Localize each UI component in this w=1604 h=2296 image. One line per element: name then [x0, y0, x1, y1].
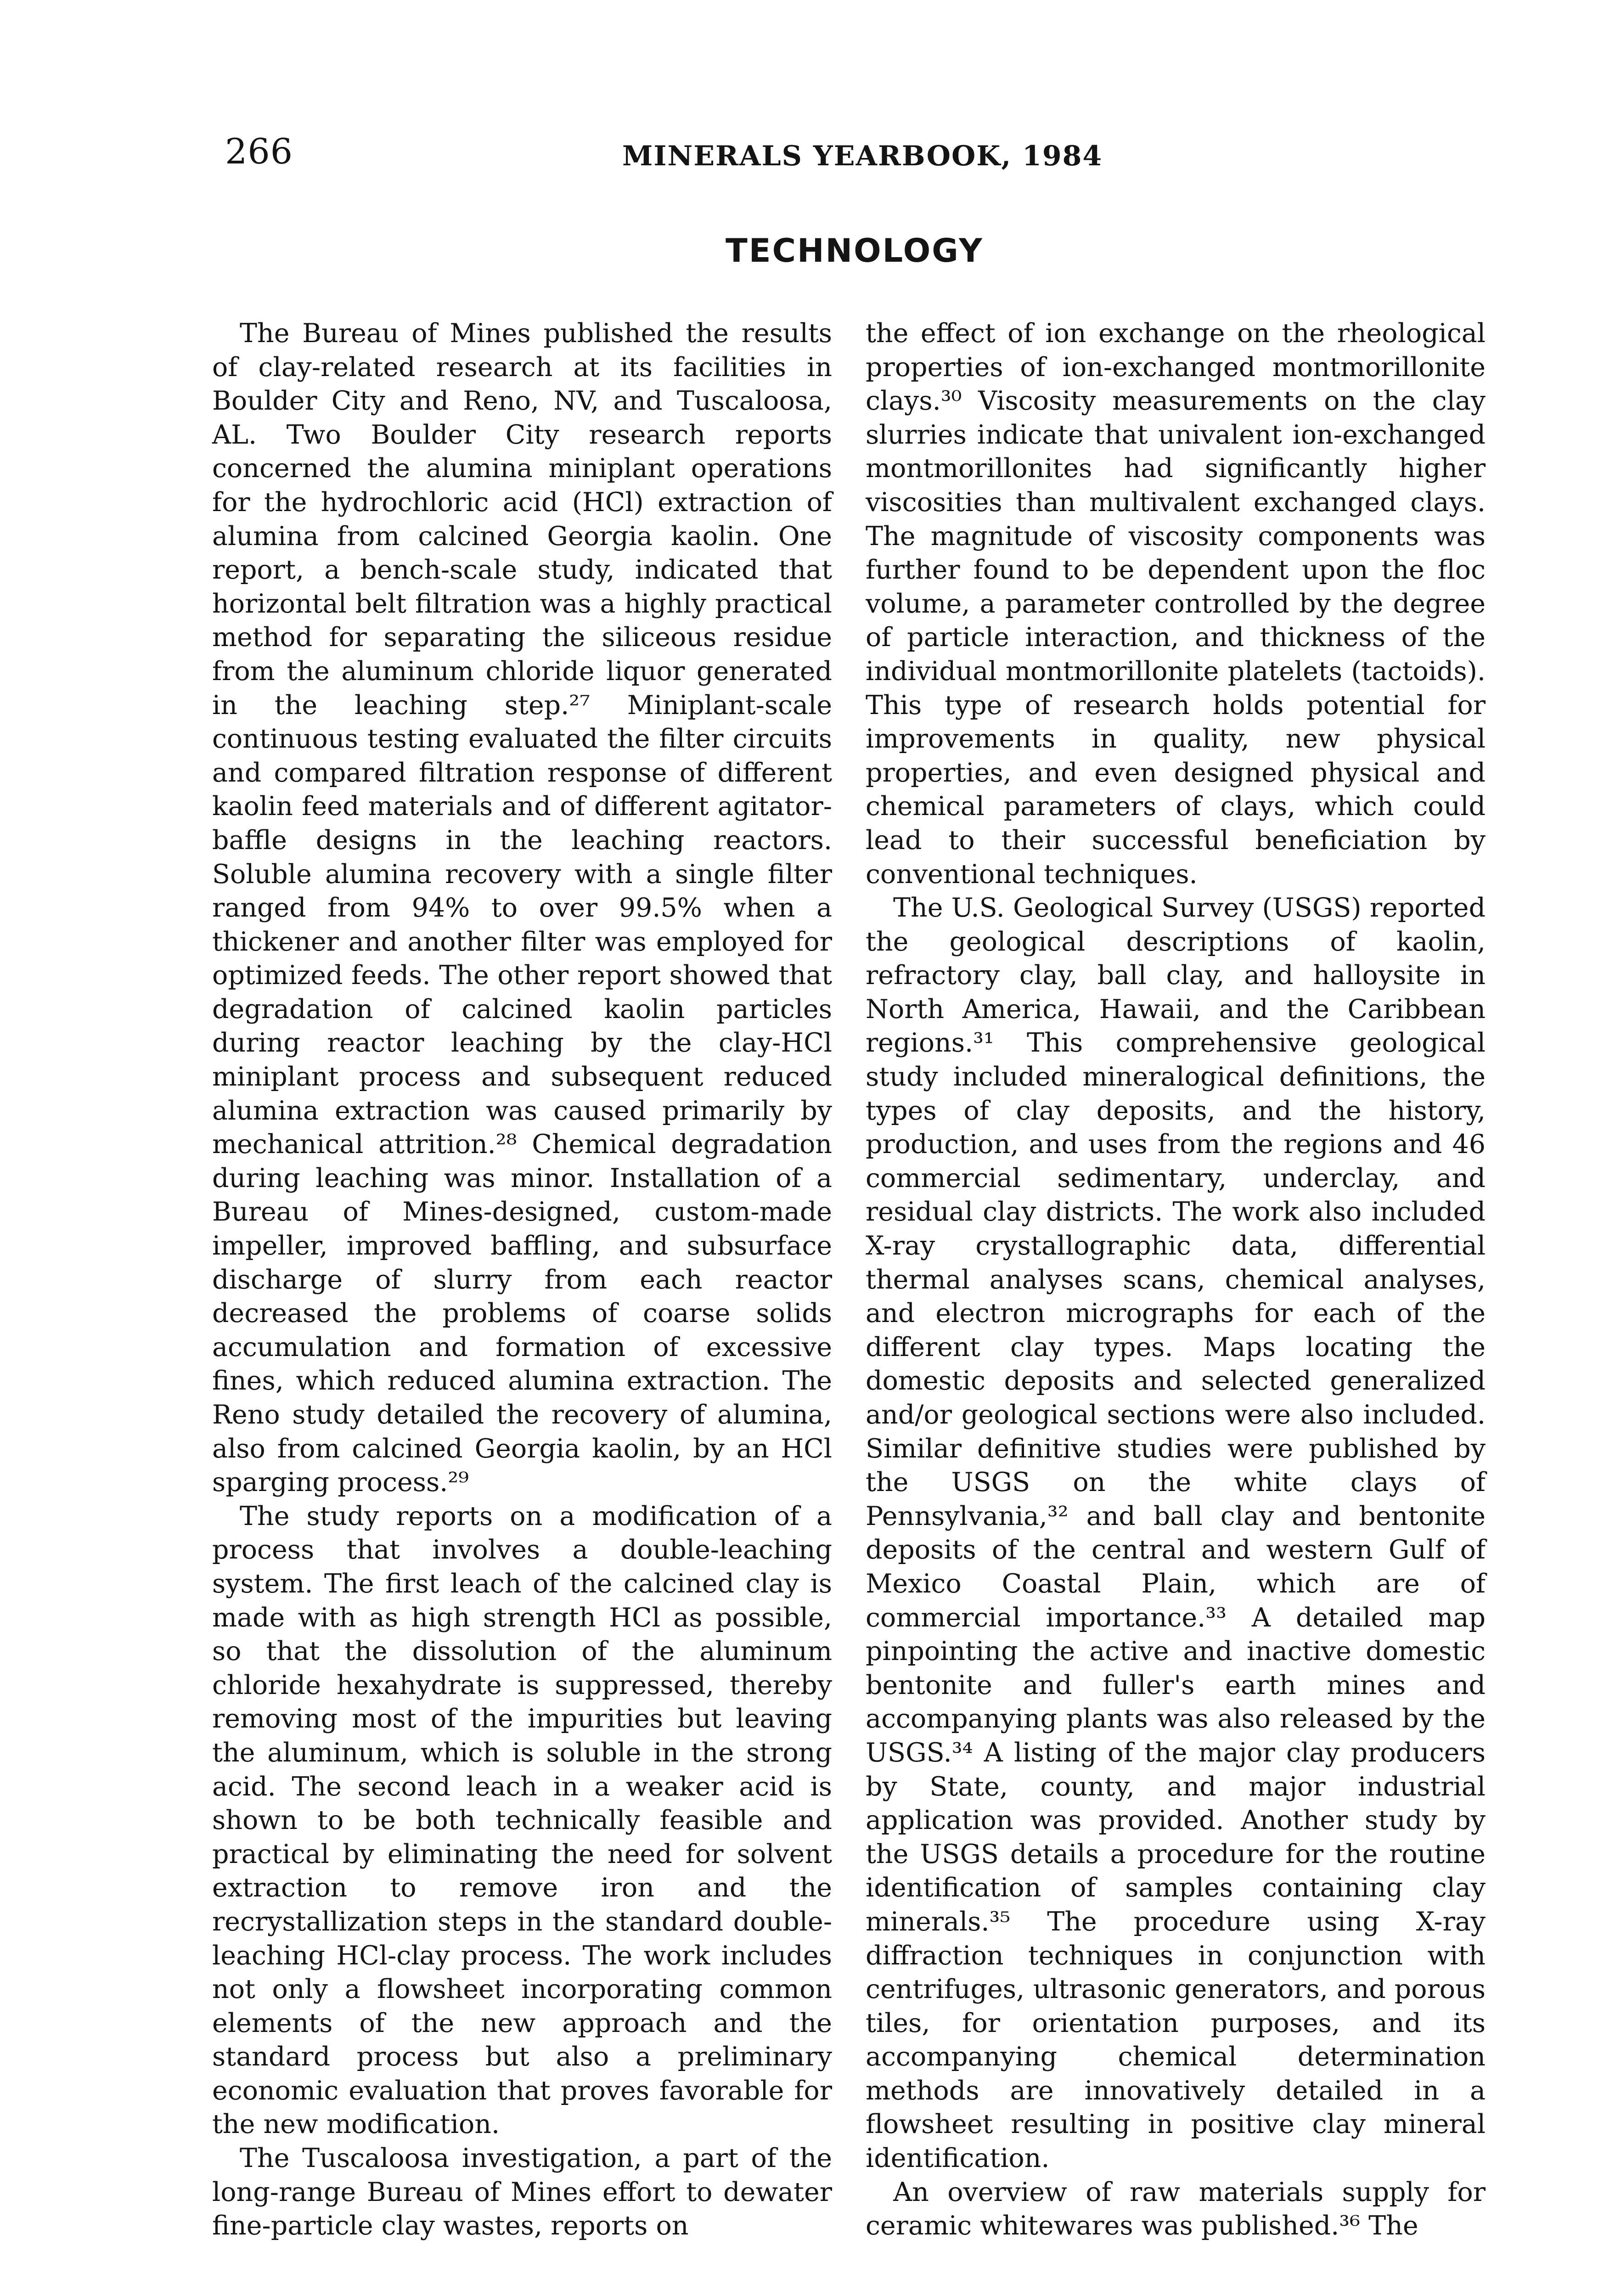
paragraph-ion-exchange: the effect of ion exchange on the rheological properties of ion-exchanged montmorillonite clays.³⁰ Viscosity measurements on the clay slurries indicate that univalent ion-exchanged montmorillonites had significantly higher viscosities than multivalent exchanged clays. The magnitude of viscosity components was further found to be dependent upon the floc volume, a parameter controlled by the degree of particle interaction, and thickness of the individual montmorillonite platelets (tactoids). This type of research holds potential for improvements in quality, new physical properties, and even designed physical and chemical parameters of clays, which could lead to their successful beneficiation by conventional techniques. [866, 318, 1486, 889]
running-head: MINERALS YEARBOOK, 1984 [622, 140, 1103, 172]
paragraph-tuscaloosa: The Tuscaloosa investigation, a part of the long-range Bureau of Mines effort to dewater fine-particle clay wastes, reports on [212, 2143, 832, 2241]
left-column [212, 317, 832, 2243]
section-title: TECHNOLOGY [726, 232, 984, 270]
right-column [866, 317, 1486, 2243]
paragraph-bureau-research: The Bureau of Mines published the results of clay-related research at its facilities in Boulder City and Reno, NV, and Tuscaloosa, AL. Two Boulder City research reports concerned the alumina miniplant operations for the hydrochloric acid (HCl) extraction of alumina from calcined Georgia kaolin. One report, a bench-scale study, indicated that horizontal belt filtration was a highly practical method for separating the siliceous residue from the aluminum chloride liquor generated in the leaching step.²⁷ Miniplant-scale continuous testing evaluated the filter circuits and compared filtration response of different kaolin feed materials and of different agitator-baffle designs in the leaching reactors. Soluble alumina recovery with a single filter ranged from 94% to over 99.5% when a thickener and another filter was employed for optimized feeds. The other report showed that degradation of calcined kaolin particles during reactor leaching by the clay-HCl miniplant process and subsequent reduced alumina extraction was caused primarily by mechanical attrition.²⁸ Chemical degradation during leaching was minor. Installation of a Bureau of Mines-designed, custom-made impeller, improved baffling, and subsurface discharge of slurry from each reactor decreased the problems of coarse solids accumulation and formation of excessive fines, which reduced alumina extraction. The Reno study detailed the recovery of alumina, also from calcined Georgia kaolin, by an HCl sparging process.²⁹ [212, 318, 832, 1498]
paragraph-double-leaching: The study reports on a modification of a process that involves a double-leaching system. The first leach of the calcined clay is made with as high strength HCl as possible, so that the dissolution of the aluminum chloride hexahydrate is suppressed, thereby removing most of the impurities but leaving the aluminum, which is soluble in the strong acid. The second leach in a weaker acid is shown to be both technically feasible and practical by eliminating the need for solvent extraction to remove iron and the recrystallization steps in the standard double-leaching HCl-clay process. The work includes not only a flowsheet incorporating common elements of the new approach and the standard process but also a preliminary economic evaluation that proves favorable for the new modification. [212, 1501, 832, 2140]
page-number: 266 [225, 131, 293, 172]
paragraph-whitewares: An overview of raw materials supply for ceramic whitewares was published.³⁶ The [866, 2177, 1486, 2241]
paragraph-usgs: The U.S. Geological Survey (USGS) reported the geological descriptions of kaolin, refractory clay, ball clay, and halloysite in North America, Hawaii, and the Caribbean regions.³¹ This comprehensive geological study included mineralogical definitions, the types of clay deposits, and the history, production, and uses from the regions and 46 commercial sedimentary, underclay, and residual clay districts. The work also included X-ray crystallographic data, differential thermal analyses scans, chemical analyses, and electron micrographs for each of the different clay types. Maps locating the domestic deposits and selected generalized and/or geological sections were also included. Similar definitive studies were published by the USGS on the white clays of Pennsylvania,³² and ball clay and bentonite deposits of the central and western Gulf of Mexico Coastal Plain, which are of commercial importance.³³ A detailed map pinpointing the active and inactive domestic bentonite and fuller's earth mines and accompanying plants was also released by the USGS.³⁴ A listing of the major clay producers by State, county, and major industrial application was provided. Another study by the USGS details a procedure for the routine identification of samples containing clay minerals.³⁵ The procedure using X-ray diffraction techniques in conjunction with centrifuges, ultrasonic generators, and porous tiles, for orientation purposes, and its accompanying chemical determination methods are innovatively detailed in a flowsheet resulting in positive clay mineral identification. [866, 893, 1486, 2174]
